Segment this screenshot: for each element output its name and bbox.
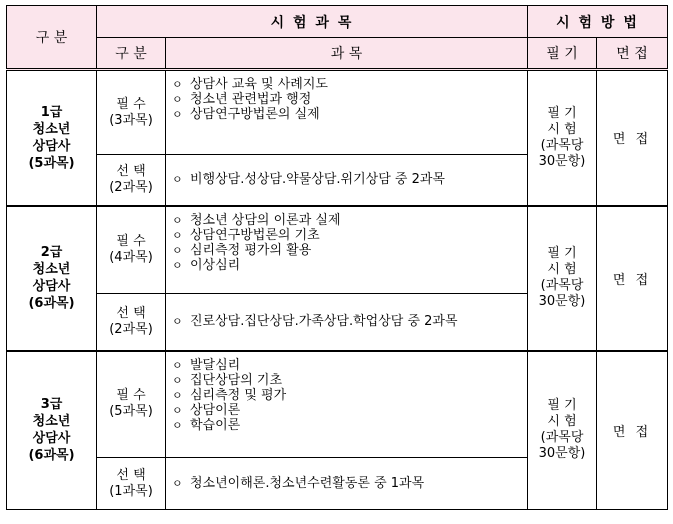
list-item: ㅇ 비행상담.성상담.약물상담.위기상담 중 2과목 bbox=[172, 172, 445, 188]
grade-1-required-label: 필 수 (3과목) bbox=[97, 70, 166, 155]
grade-1-written-method: 필 기 시 험 (과목당 30문항) bbox=[528, 70, 597, 206]
header-subject: 과 목 bbox=[166, 38, 528, 70]
grade-3-elective-label: 선 택 (1과목) bbox=[97, 458, 166, 510]
grade-1-interview: 면 접 bbox=[597, 70, 668, 206]
list-item: ㅇ 청소년 관련법과 행정 bbox=[172, 92, 312, 107]
grade-1-required-subjects bbox=[166, 70, 528, 155]
header-method-group: 시 험 방 법 bbox=[528, 6, 668, 38]
list-item: ㅇ 상담연구방법론의 기초 bbox=[172, 227, 320, 243]
header-interview: 면 접 bbox=[597, 38, 668, 70]
grade-3-name: 3급 청소년 상담사 (6과목) bbox=[7, 351, 97, 510]
list-item: ㅇ 학습이론 bbox=[172, 417, 241, 433]
grade-3-required-row bbox=[7, 351, 668, 458]
grade-2-written-method: 필 기 시 험 (과목당 30문항) bbox=[528, 206, 597, 351]
grade-3-written-method: 필 기 시 험 (과목당 30문항) bbox=[528, 351, 597, 510]
header-category: 구 분 bbox=[7, 6, 97, 70]
grade-3-required-subjects bbox=[166, 351, 528, 458]
list-item: ㅇ 상담이론 bbox=[172, 402, 241, 418]
header-sub-category: 구 분 bbox=[97, 38, 166, 70]
exam-subjects-table bbox=[6, 5, 668, 510]
grade-2-required-subjects bbox=[166, 206, 528, 294]
grade-3-elective-subjects bbox=[166, 458, 528, 510]
list-item: ㅇ 집단상담의 기초 bbox=[172, 372, 283, 388]
list-item: ㅇ 청소년이해론.청소년수련활동론 중 1과목 bbox=[172, 476, 425, 491]
list-item: ㅇ 심리측정 및 평가 bbox=[172, 387, 287, 403]
grade-1-name: 1급 청소년 상담사 (5과목) bbox=[7, 70, 97, 206]
grade-1-elective-label: 선 택 (2과목) bbox=[97, 155, 166, 206]
header-subjects-group: 시 험 과 목 bbox=[97, 6, 528, 38]
grade-2-required-label: 필 수 (4과목) bbox=[97, 206, 166, 294]
list-item: ㅇ 심리측정 평가의 활용 bbox=[172, 242, 312, 258]
grade-1-required-row bbox=[7, 70, 668, 155]
grade-3-interview: 면 접 bbox=[597, 351, 668, 510]
header-written: 필 기 bbox=[528, 38, 597, 70]
list-item: ㅇ 상담연구방법론의 실제 bbox=[172, 107, 320, 122]
grade-2-required-row bbox=[7, 206, 668, 294]
header-row-1 bbox=[7, 6, 668, 38]
grade-3-required-label: 필 수 (5과목) bbox=[97, 351, 166, 458]
list-item: ㅇ 진로상담.집단상담.가족상담.학업상담 중 2과목 bbox=[172, 314, 458, 330]
grade-2-elective-subjects bbox=[166, 294, 528, 351]
grade-2-name: 2급 청소년 상담사 (6과목) bbox=[7, 206, 97, 351]
list-item: ㅇ 이상심리 bbox=[172, 257, 241, 273]
grade-2-elective-label: 선 택 (2과목) bbox=[97, 294, 166, 351]
grade-2-interview: 면 접 bbox=[597, 206, 668, 351]
header-row-2 bbox=[7, 38, 668, 70]
grade-1-elective-subjects bbox=[166, 155, 528, 206]
list-item: ㅇ 청소년 상담의 이론과 실제 bbox=[172, 212, 341, 228]
list-item: ㅇ 발달심리 bbox=[172, 357, 241, 373]
list-item: ㅇ 상담사 교육 및 사례지도 bbox=[172, 77, 328, 92]
